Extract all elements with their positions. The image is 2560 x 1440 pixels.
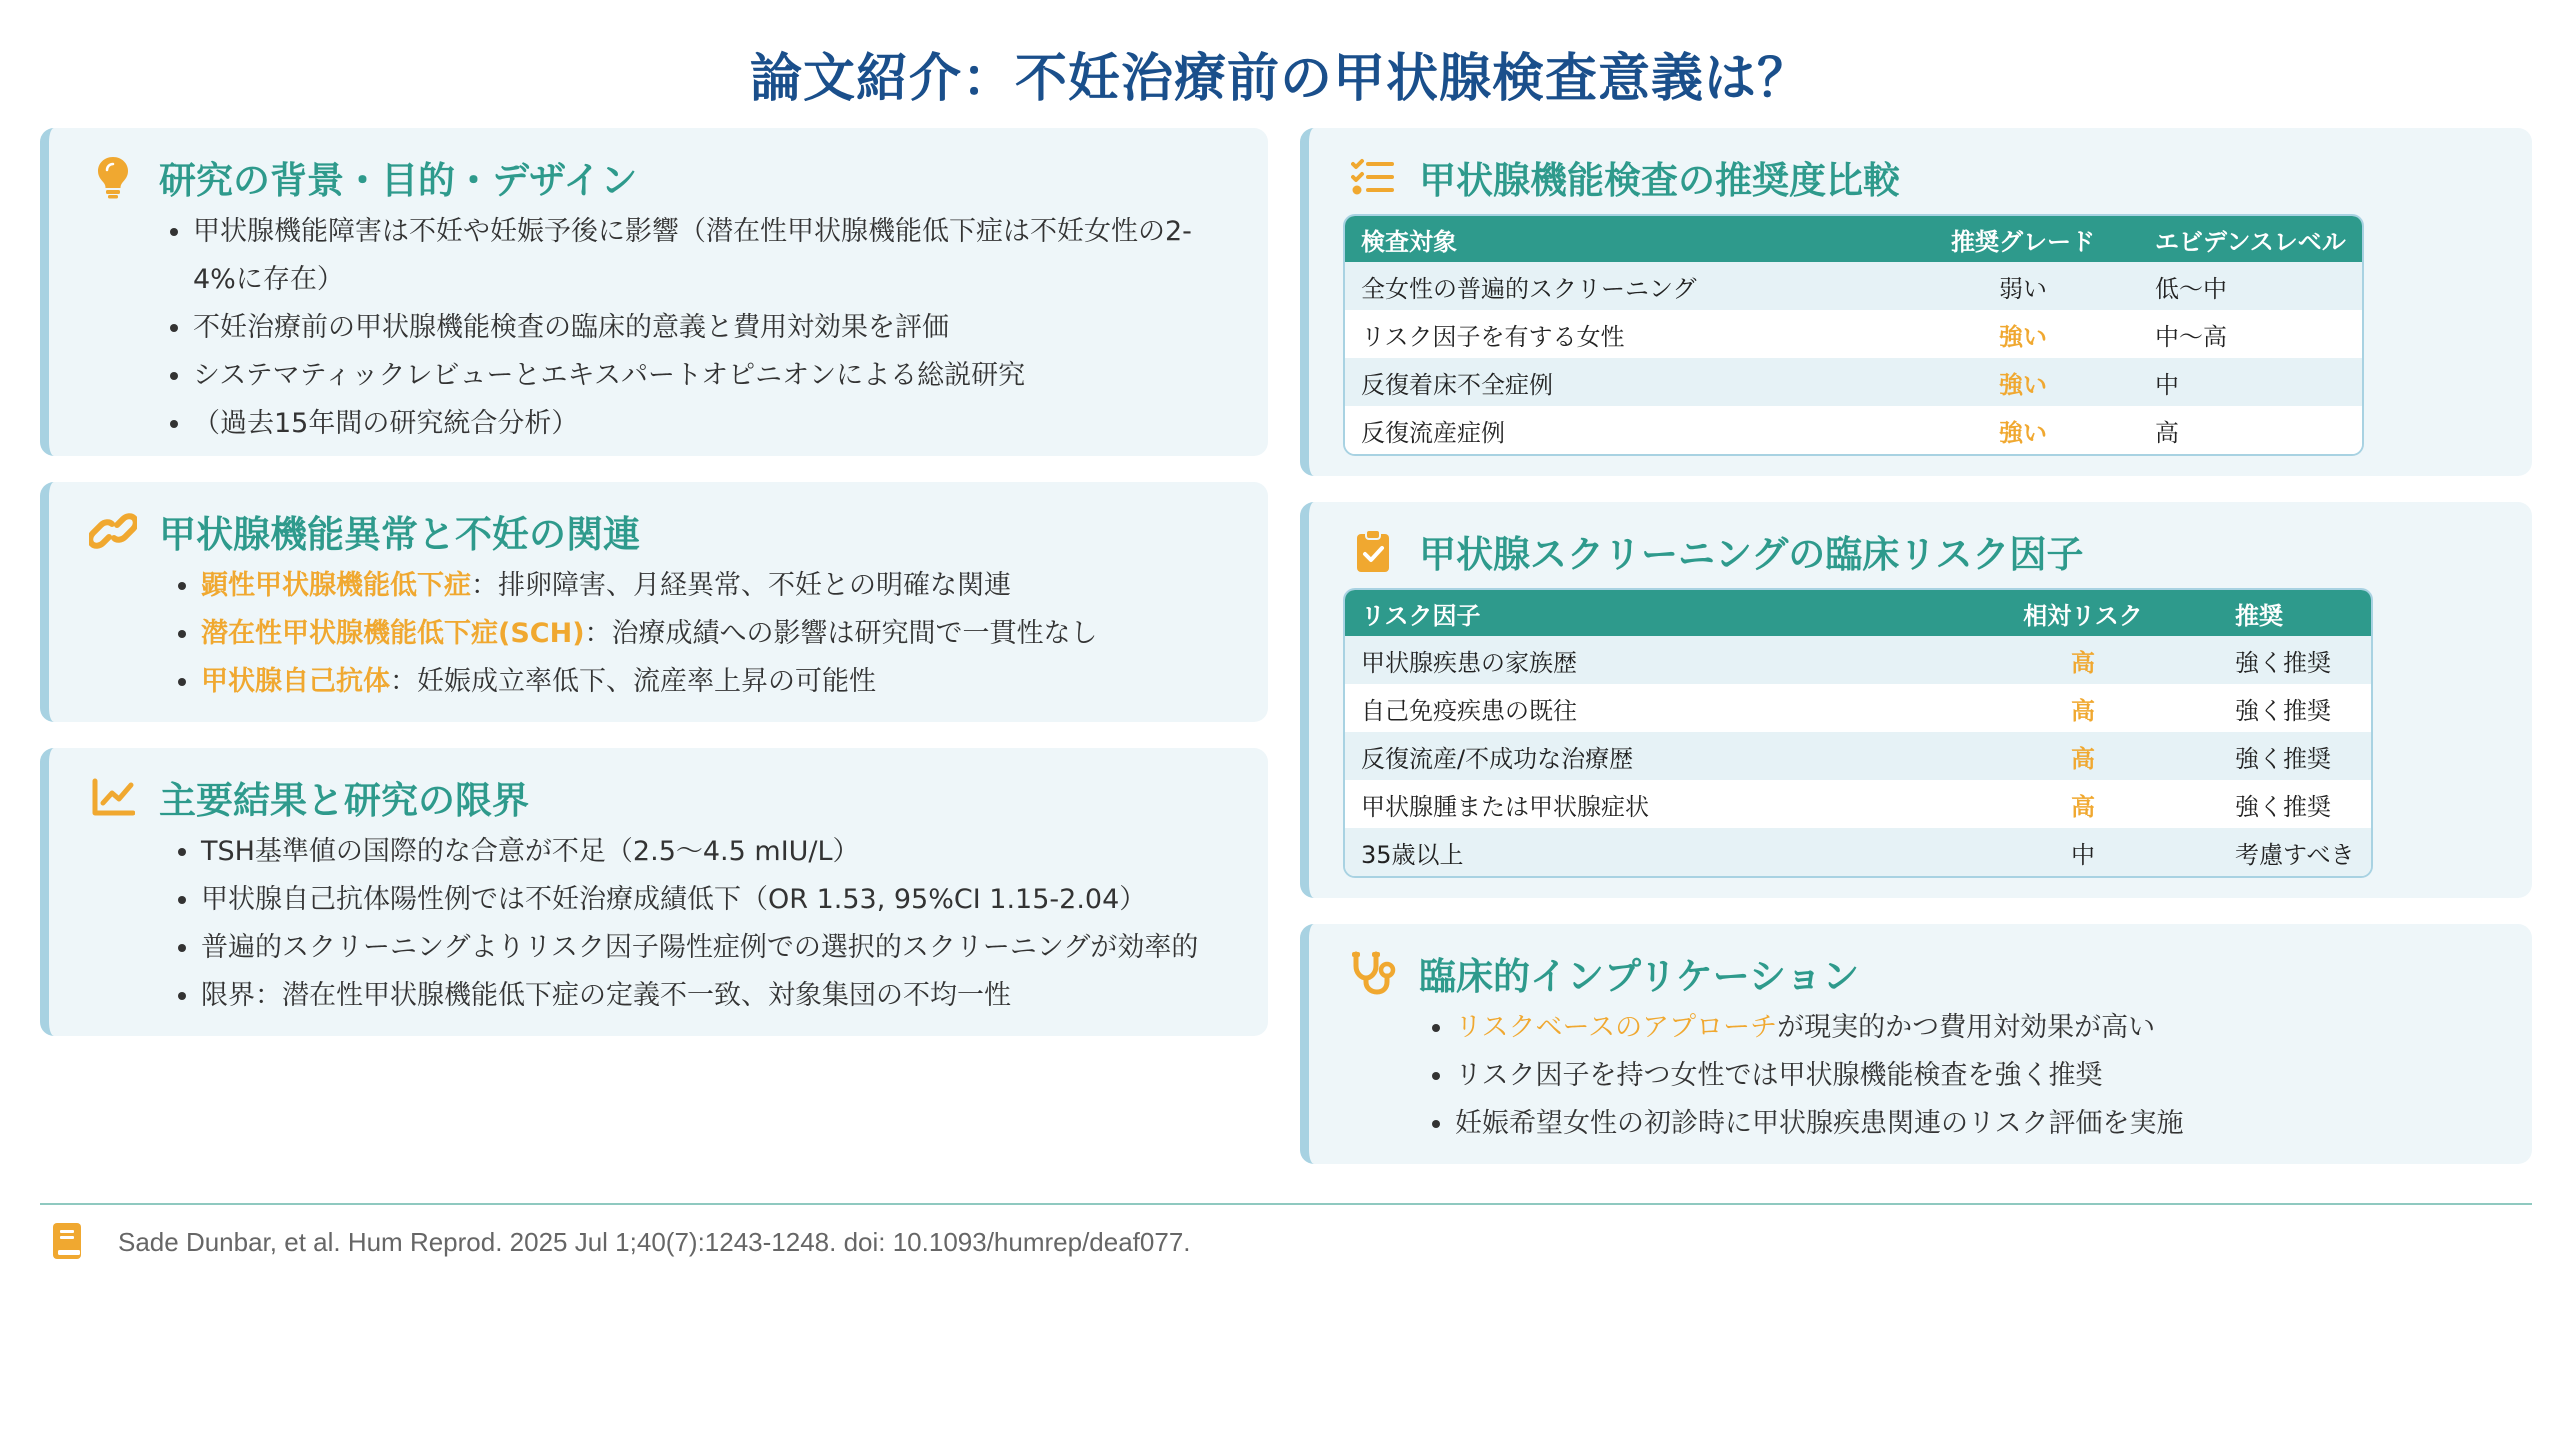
factor-cell: 自己免疫疾患の既往 <box>1361 696 1577 725</box>
list-item-text: ：排卵障害、月経異常、不妊との明確な関連 <box>471 570 1011 601</box>
table-cell <box>1947 636 2219 684</box>
risk-cell: 高 <box>2071 792 2095 821</box>
table-cell <box>2139 358 2362 406</box>
citation-footer <box>52 1222 1191 1262</box>
table-row <box>1345 262 2362 310</box>
factor-cell: 35歳以上 <box>1361 840 1464 869</box>
evidence-cell: 中 <box>2155 370 2179 399</box>
list-item <box>201 562 1228 610</box>
chart-line-icon <box>89 773 137 821</box>
table-cell <box>1907 358 2139 406</box>
target-cell: 反復流産症例 <box>1361 418 1505 447</box>
table-cell <box>1907 406 2139 454</box>
table-header-row <box>1345 590 2371 636</box>
rec-cell: 強く推奨 <box>2235 744 2331 773</box>
citation-text: Sade Dunbar, et al. Hum Reprod. 2025 Jul 1;40(7):1243-1248. doi: 10.1093/humrep/deaf077. <box>118 1226 1191 1257</box>
list-item-text: ：妊娠成立率低下、流産率上昇の可能性 <box>390 666 876 697</box>
table-cell <box>2219 780 2371 828</box>
risk-cell: 高 <box>2071 648 2095 677</box>
risk-card-header <box>1349 524 2084 578</box>
recommendation-heading: 甲状腺機能検査の推奨度比較 <box>1419 159 1900 202</box>
table-cell <box>1947 828 2219 876</box>
list-item: • 不妊治療前の甲状腺機能検査の臨床的意義と費用対効果を評価 <box>193 304 1228 352</box>
highlight-term: 潜在性甲状腺機能低下症(SCH) <box>201 618 585 649</box>
association-card-header <box>89 504 640 558</box>
rec-cell: 考慮すべき <box>2235 840 2355 869</box>
footer-divider <box>40 1203 2532 1205</box>
column-header: 推奨グレード <box>1907 216 2139 262</box>
table-cell <box>1907 262 2139 310</box>
table-header-row <box>1345 216 2362 262</box>
list-item: • 妊娠希望女性の初診時に甲状腺疾患関連のリスク評価を実施 <box>1455 1100 2492 1148</box>
table-row <box>1345 310 2362 358</box>
association-card <box>40 482 1268 722</box>
table-row <box>1345 684 2371 732</box>
list-item <box>201 610 1228 658</box>
column-header: リスク因子 <box>1345 590 1947 636</box>
table-row <box>1345 780 2371 828</box>
background-list <box>161 208 1228 448</box>
grade-cell: 強い <box>1999 418 2047 447</box>
background-card <box>40 128 1268 456</box>
risk-card <box>1300 502 2532 898</box>
list-item: • リスク因子を持つ女性では甲状腺機能検査を強く推奨 <box>1455 1052 2492 1100</box>
evidence-cell: 高 <box>2155 418 2179 447</box>
table-cell <box>1947 684 2219 732</box>
recommendation-card-header <box>1349 150 1900 204</box>
highlight-term: 顕性甲状腺機能低下症 <box>201 570 471 601</box>
target-cell: 反復着床不全症例 <box>1361 370 1553 399</box>
implications-card-header <box>1349 946 1859 1000</box>
page-title: 論文紹介：不妊治療前の甲状腺検査意義は？ <box>749 49 1810 109</box>
list-item: • システマティックレビューとエキスパートオピニオンによる総説研究 <box>193 352 1228 400</box>
table-cell <box>2219 828 2371 876</box>
grade-cell: 弱い <box>1999 274 2047 303</box>
risk-heading: 甲状腺スクリーニングの臨床リスク因子 <box>1419 533 2084 576</box>
table-cell <box>1345 406 1907 454</box>
list-item: • 限界：潜在性甲状腺機能低下症の定義不一致、対象集団の不均一性 <box>201 972 1228 1020</box>
list-item: • TSH基準値の国際的な合意が不足（2.5〜4.5 mIU/L） <box>201 828 1228 876</box>
table-row <box>1345 636 2371 684</box>
rec-cell: 強く推奨 <box>2235 696 2331 725</box>
results-card <box>40 748 1268 1036</box>
evidence-cell: 低〜中 <box>2155 274 2227 303</box>
stethoscope-icon <box>1349 949 1397 997</box>
lightbulb-icon <box>89 153 137 201</box>
table-cell <box>1947 732 2219 780</box>
association-list <box>169 562 1228 706</box>
table-cell <box>1345 780 1947 828</box>
grade-cell: 強い <box>1999 370 2047 399</box>
implications-list <box>1423 1004 2492 1148</box>
target-cell: リスク因子を有する女性 <box>1361 322 1625 351</box>
list-item: • （過去15年間の研究統合分析） <box>193 400 1228 448</box>
table-cell <box>2139 406 2362 454</box>
table-cell <box>1907 310 2139 358</box>
risk-cell: 高 <box>2071 696 2095 725</box>
table-row <box>1345 828 2371 876</box>
table-cell <box>1345 732 1947 780</box>
table-cell <box>1345 684 1947 732</box>
list-item <box>201 658 1228 706</box>
list-item: • 普遍的スクリーニングよりリスク因子陽性症例での選択的スクリーニングが効率的 <box>201 924 1228 972</box>
table-cell <box>2219 684 2371 732</box>
recommendation-table <box>1343 214 2364 456</box>
evidence-cell: 中〜高 <box>2155 322 2227 351</box>
factor-cell: 甲状腺腫または甲状腺症状 <box>1361 792 1649 821</box>
highlight-term: リスクベースのアプローチ <box>1455 1012 1778 1043</box>
table-row <box>1345 358 2362 406</box>
factor-cell: 甲状腺疾患の家族歴 <box>1361 648 1577 677</box>
link-icon <box>89 507 137 555</box>
table-cell <box>2139 310 2362 358</box>
list-item-text: が現実的かつ費用対効果が高い <box>1777 1012 2156 1043</box>
risk-cell: 中 <box>2071 840 2095 869</box>
table-cell <box>2139 262 2362 310</box>
list-item-text: ：治療成績への影響は研究間で一貫性なし <box>584 618 1098 649</box>
list-item: • 甲状腺機能障害は不妊や妊娠予後に影響（潜在性甲状腺機能低下症は不妊女性の2-4%に存在） <box>193 208 1228 304</box>
recommendation-card <box>1300 128 2532 476</box>
table-cell <box>1345 636 1947 684</box>
implications-card <box>1300 924 2532 1164</box>
background-heading: 研究の背景・目的・デザイン <box>159 159 638 202</box>
column-header: 相対リスク <box>1947 590 2219 636</box>
table-cell <box>1345 358 1907 406</box>
clipboard-check-icon <box>1349 527 1397 575</box>
book-icon <box>52 1222 88 1262</box>
table-row <box>1345 732 2371 780</box>
table-cell <box>2219 636 2371 684</box>
column-header: エビデンスレベル <box>2139 216 2362 262</box>
table-cell <box>1947 780 2219 828</box>
table-cell <box>1345 262 1907 310</box>
column-header: 検査対象 <box>1345 216 1907 262</box>
list-item <box>1455 1004 2492 1052</box>
rec-cell: 強く推奨 <box>2235 648 2331 677</box>
risk-cell: 高 <box>2071 744 2095 773</box>
results-list <box>169 828 1228 1020</box>
column-header: 推奨 <box>2219 590 2371 636</box>
target-cell: 全女性の普遍的スクリーニング <box>1361 274 1697 303</box>
results-card-header <box>89 770 529 824</box>
grade-cell: 強い <box>1999 322 2047 351</box>
table-cell <box>2219 732 2371 780</box>
checklist-icon <box>1349 153 1397 201</box>
risk-table <box>1343 588 2373 878</box>
background-card-header <box>89 150 637 204</box>
results-heading: 主要結果と研究の限界 <box>159 779 529 822</box>
table-cell <box>1345 310 1907 358</box>
rec-cell: 強く推奨 <box>2235 792 2331 821</box>
association-heading: 甲状腺機能異常と不妊の関連 <box>159 513 640 556</box>
highlight-term: 甲状腺自己抗体 <box>201 666 390 697</box>
table-row <box>1345 406 2362 454</box>
table-cell <box>1345 828 1947 876</box>
factor-cell: 反復流産/不成功な治療歴 <box>1361 744 1634 773</box>
implications-heading: 臨床的インプリケーション <box>1419 955 1860 998</box>
list-item: • 甲状腺自己抗体陽性例では不妊治療成績低下（OR 1.53, 95%CI 1.15-2.04） <box>201 876 1228 924</box>
